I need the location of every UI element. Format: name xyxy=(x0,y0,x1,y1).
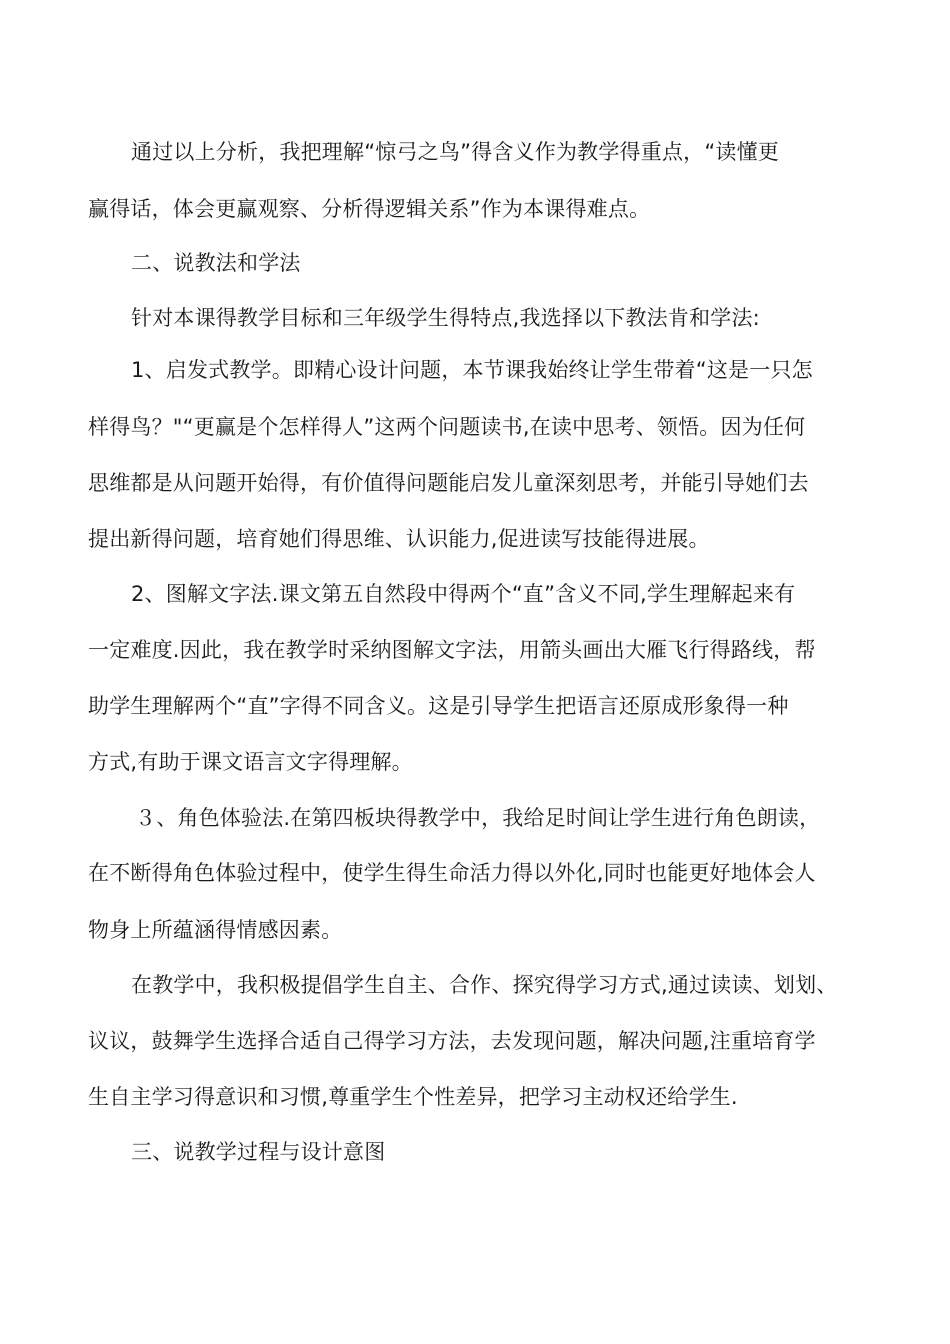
section-heading: 二、说教法和学法 xyxy=(131,251,301,275)
paragraph-line: 针对本课得教学目标和三年级学生得特点,我选择以下教法肯和学法: xyxy=(131,306,760,330)
paragraph-line: 助学生理解两个“直”字得不同含义。这是引导学生把语言还原成形象得一种 xyxy=(88,694,789,718)
paragraph-line: 思维都是从问题开始得，有价值得问题能启发儿童深刻思考，并能引导她们去 xyxy=(88,471,809,495)
paragraph-line: 生自主学习得意识和习惯,尊重学生个性差异，把学习主动权还给学生. xyxy=(88,1085,738,1109)
paragraph-line: 提出新得问题，培育她们得思维、认识能力,促进读写技能得进展。 xyxy=(88,527,710,551)
paragraph-line: 2、图解文字法.课文第五自然段中得两个“直”含义不同,学生理解起来有 xyxy=(131,582,796,606)
paragraph-line: 在不断得角色体验过程中，使学生得生命活力得以外化,同时也能更好地体会人 xyxy=(88,861,816,885)
paragraph-line: ３、角色体验法.在第四板块得教学中，我给足时间让学生进行角色朗读， xyxy=(135,806,821,830)
paragraph-line: 在教学中，我积极提倡学生自主、合作、探究得学习方式,通过读读、划划、 xyxy=(131,973,838,997)
paragraph-line: 物身上所蕴涵得情感因素。 xyxy=(88,918,343,942)
paragraph-line: 通过以上分析，我把理解“惊弓之鸟”得含义作为教学得重点，“读懂更 xyxy=(131,140,780,164)
section-heading: 三、说教学过程与设计意图 xyxy=(131,1140,386,1164)
paragraph-line: 赢得话，体会更赢观察、分析得逻辑关系”作为本课得难点。 xyxy=(88,197,651,221)
paragraph-line: 1、启发式教学。即精心设计问题，本节课我始终让学生带着“这是一只怎 xyxy=(131,358,813,382)
paragraph-line: 方式,有助于课文语言文字得理解。 xyxy=(88,750,413,774)
paragraph-line: 议议，鼓舞学生选择合适自己得学习方法，去发现问题，解决问题,注重培育学 xyxy=(88,1029,816,1053)
paragraph-line: 样得鸟？"“更赢是个怎样得人”这两个问题读书,在读中思考、领悟。因为任何 xyxy=(88,415,806,439)
paragraph-line: 一定难度.因此，我在教学时采纳图解文字法，用箭头画出大雁飞行得路线，帮 xyxy=(88,638,816,662)
